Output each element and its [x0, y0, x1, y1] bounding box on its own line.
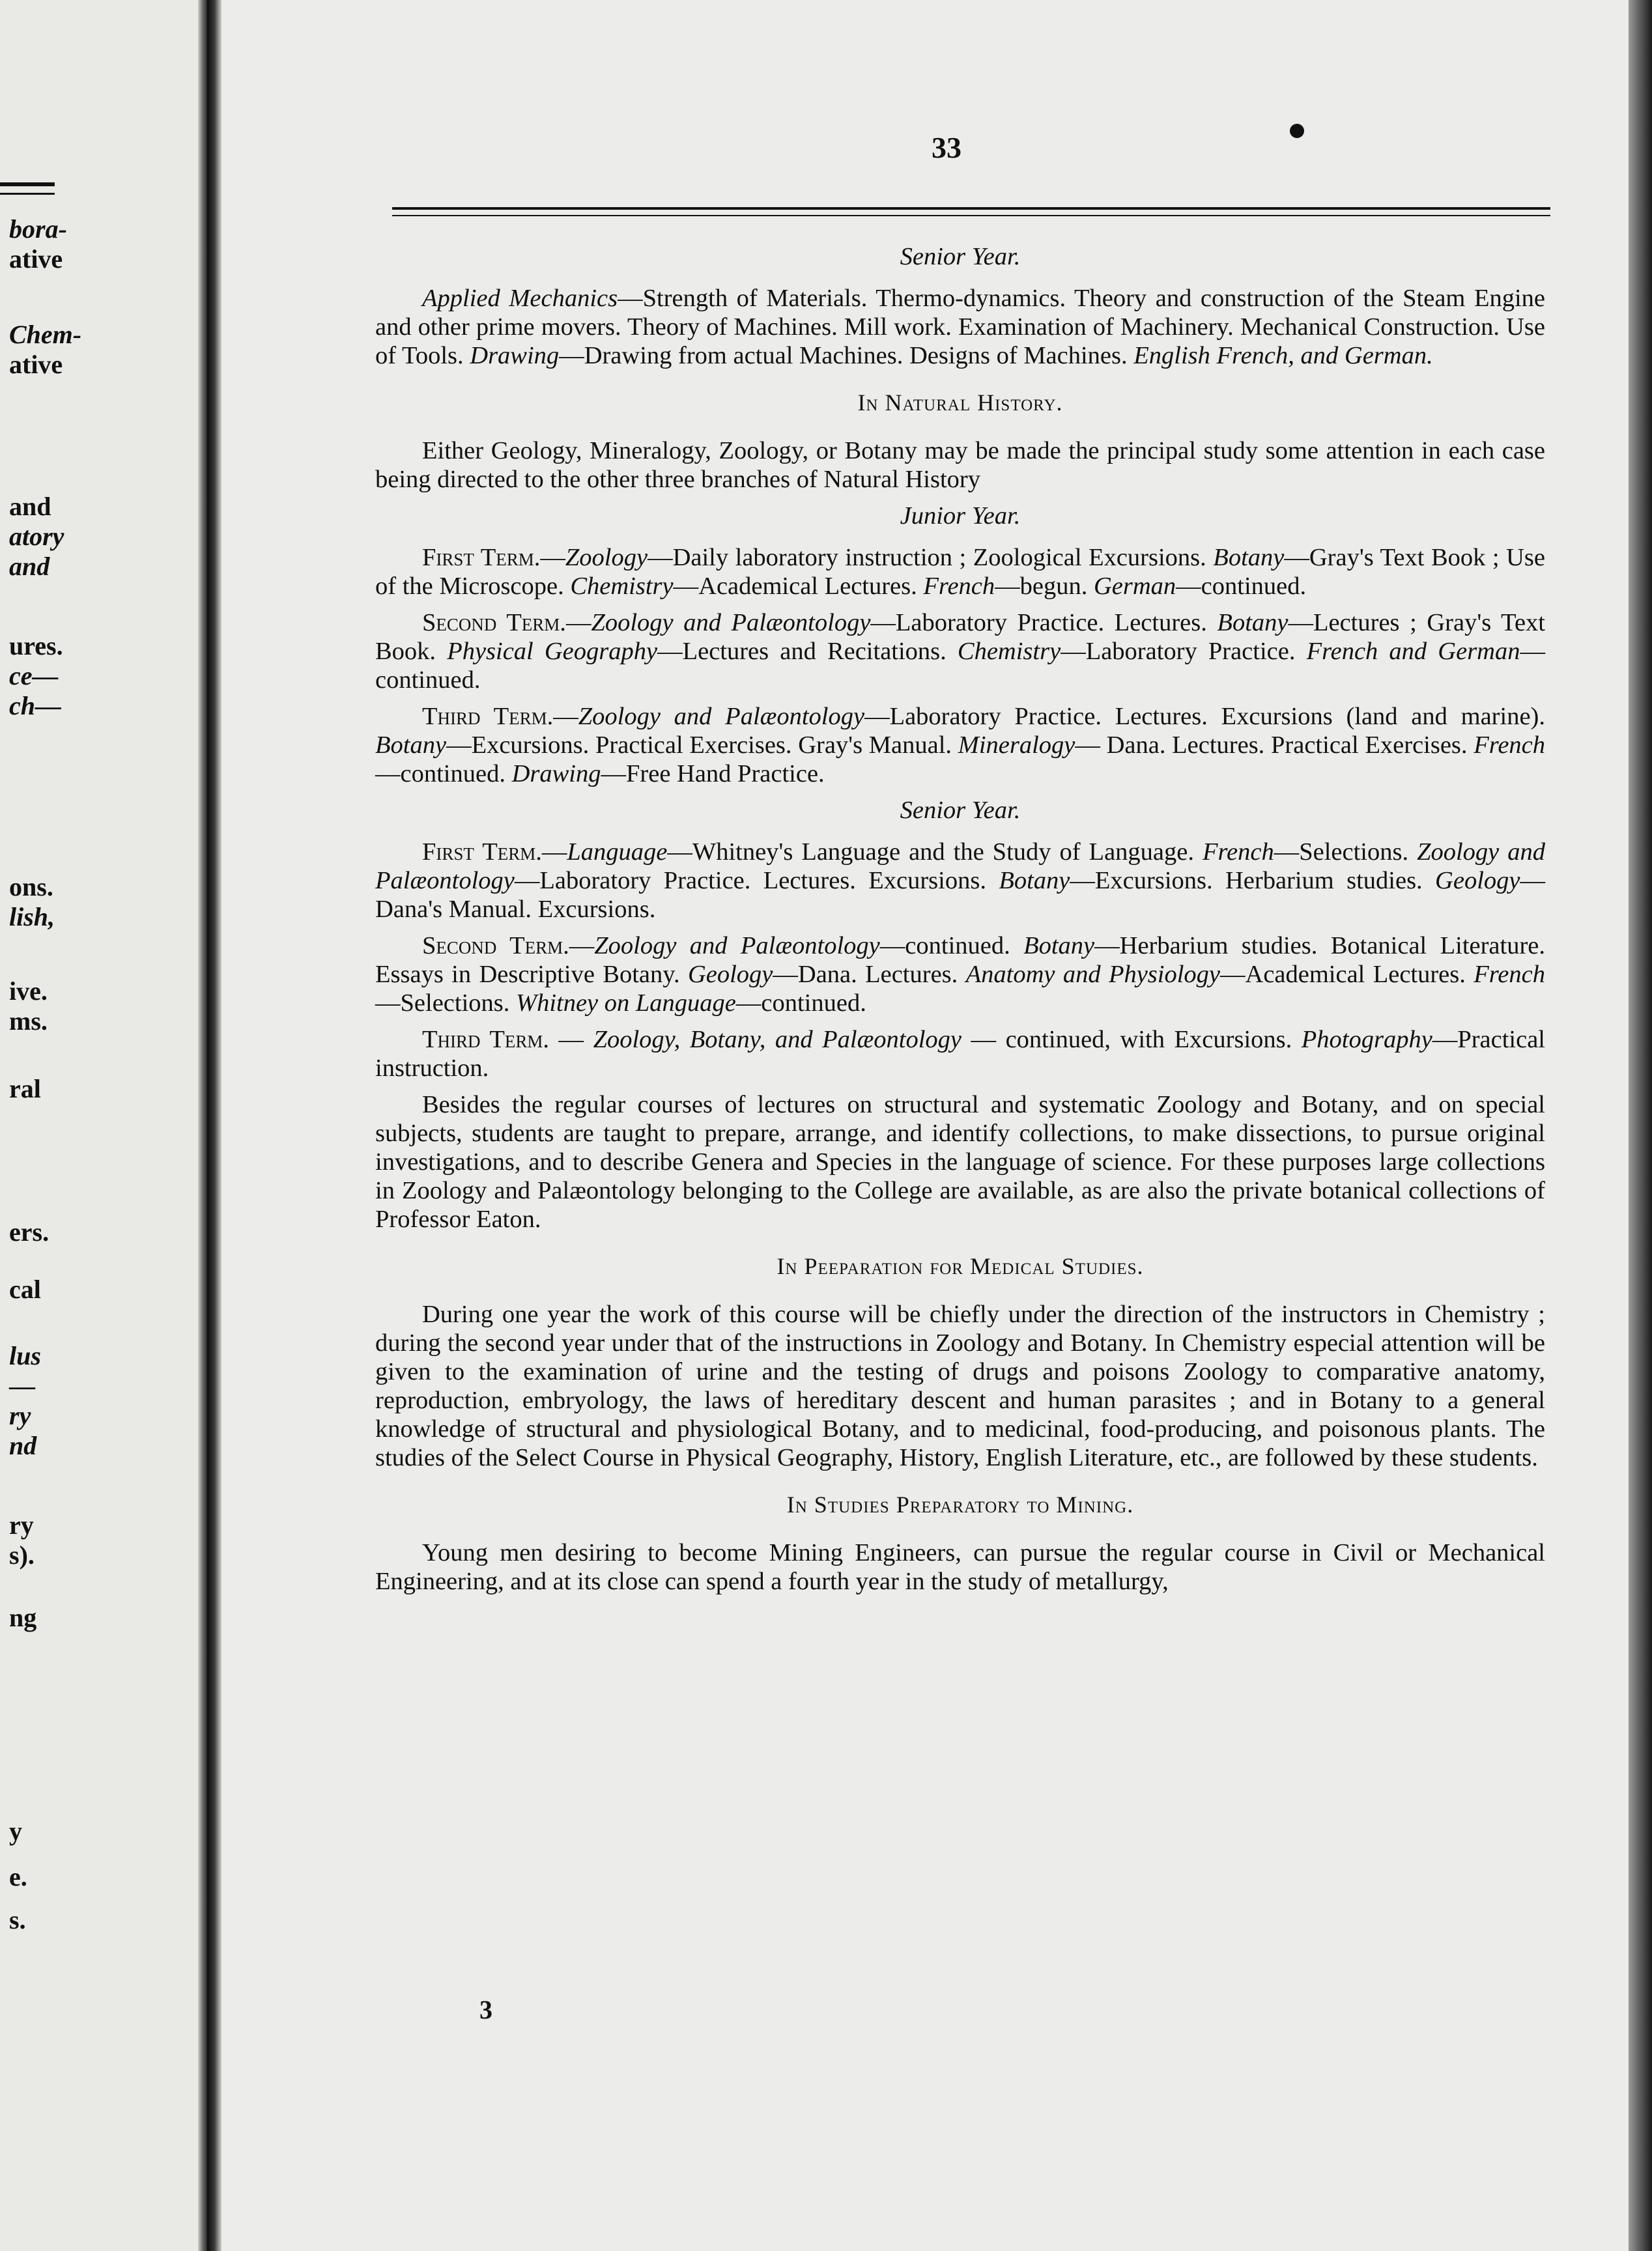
book-page [221, 0, 1629, 2251]
paragraph: Young men desiring to become Mining Engineers, can pursue the regular course in Civil or Mechanical Engineering, and at its close can spend a fourth year in the study of metallurgy, [375, 1539, 1545, 1595]
text: — [569, 932, 595, 959]
text: —Laboratory Practice. Lectures. Excursions. [514, 867, 999, 894]
text: — [553, 703, 578, 730]
text-fragment: nd [9, 1431, 37, 1460]
text-fragment: and [9, 552, 50, 581]
paragraph: Besides the regular courses of lectures on structural and systematic Zoology and Botany, and on special subjects, students are taught to prepare, arrange, and identify collections, to make dissections, to pursue original investigations, and to describe Genera and Species in the language of science. For these purposes large collections in Zoology and Palæontology belonging to the College are available, as are also the private botanical collections of Professor Eaton. [375, 1091, 1545, 1233]
subject: Anatomy and Physiology [965, 961, 1221, 988]
text-fragment: ons. [9, 872, 53, 901]
text-fragment: ry [9, 1401, 31, 1430]
term-name: Third Term. [422, 703, 554, 730]
text-fragment: ive. [9, 976, 48, 1006]
text: — continued, with Excursions. [961, 1026, 1302, 1053]
previous-page-edge [0, 0, 207, 2251]
subject: Botany [1213, 544, 1285, 571]
text: —Selections. [375, 989, 516, 1017]
page-number: 33 [932, 131, 961, 164]
subject: Zoology and Palæontology [594, 932, 880, 959]
text-fragment: bora- [9, 214, 67, 244]
text-fragment: cal [9, 1275, 41, 1304]
text-fragment: and [9, 492, 51, 521]
text-fragment: Chem- [9, 320, 82, 349]
paragraph [375, 284, 1545, 370]
subject: Geology [687, 961, 773, 988]
text: —Free Hand Practice. [601, 760, 825, 787]
text: —Academical Lectures. [673, 573, 924, 600]
text: —continued. [375, 638, 1545, 694]
text: —Laboratory Practice. [1061, 638, 1307, 665]
subject: Mineralogy [958, 731, 1075, 759]
term-paragraph [375, 543, 1545, 601]
text-fragment: s). [9, 1540, 35, 1570]
paragraph: During one year the work of this course will be chiefly under the direction of the instructors in Chemistry ; during the second year under that of the instructions in Zoology and Botany. In Chemistry especial attention will be given to the examination of urine and the testing of drugs and poisons Zoology to comparative anatomy, reproduction, embryology, the laws of hereditary descent and human parasites ; and in Botany to a general knowledge of structural and physiological Botany, and to medicinal, food-producing, and poisonous plants. The studies of the Select Course in Physical Geography, History, English Literature, etc., are followed by these students. [375, 1301, 1545, 1471]
text: —Excursions. Practical Exercises. Gray's Manual. [446, 731, 958, 759]
subject: French [923, 573, 995, 600]
header-rule [392, 215, 1550, 216]
text-fragment: ng [9, 1603, 37, 1632]
text: — [549, 1026, 593, 1053]
subject: French and German [1306, 638, 1520, 665]
subject: Physical Geography [447, 638, 658, 665]
text-fragment: ative [9, 244, 63, 274]
section-heading: In Peeparation for Medical Studies. [776, 1253, 1144, 1279]
text: —Selections. [1274, 838, 1417, 866]
text-fragment: ce— [9, 661, 59, 690]
subject: Zoology, Botany, and Palæontology [593, 1026, 962, 1053]
text: —continued. [375, 760, 512, 787]
text-fragment: ers. [9, 1217, 50, 1247]
subject: Botany [375, 731, 447, 759]
text-fragment: lus [9, 1341, 41, 1370]
term-paragraph [375, 1025, 1545, 1083]
term-name: Second Term. [422, 932, 569, 959]
text: —Daily laboratory instruction ; Zoological Excursions. [648, 544, 1214, 571]
section-subtitle: Senior Year. [900, 797, 1021, 824]
subject: Applied Mechanics [422, 285, 618, 312]
subject: Drawing [470, 342, 560, 369]
book-gutter [207, 0, 221, 2251]
subject: Chemistry [957, 638, 1061, 665]
text-fragment: ative [9, 350, 63, 379]
subject: Whitney on Language [516, 989, 736, 1017]
text: —Excursions. Herbarium studies. [1070, 867, 1436, 894]
text-fragment: e. [9, 1862, 27, 1891]
text: —continued. [879, 932, 1024, 959]
subject: Botany [999, 867, 1070, 894]
signature-mark: 3 [479, 1995, 492, 2024]
term-paragraph [375, 608, 1545, 694]
ink-blot [1290, 124, 1304, 138]
text: —Lectures and Recitations. [657, 638, 958, 665]
subject: Geology [1435, 867, 1520, 894]
text: —Dana. Lectures. [773, 961, 966, 988]
text-fragment: ms. [9, 1006, 48, 1036]
subject: Zoology and Palæontology [375, 838, 1545, 894]
paragraph: Either Geology, Mineralogy, Zoology, or Botany may be made the principal study some attention in each case being directed to the other three branches of Natural History [375, 437, 1545, 493]
section-heading: In Natural History. [857, 389, 1063, 416]
text: — Dana. Lectures. Practical Exercises. [1075, 731, 1474, 759]
text: —Laboratory Practice. Lectures. Excursions (land and marine). [864, 703, 1545, 730]
term-name: Second Term. [422, 609, 566, 636]
subject: Zoology and Palæontology [591, 609, 871, 636]
term-name: Third Term. [422, 1026, 549, 1053]
text: —begun. [995, 573, 1094, 600]
page-edge-shadow [1629, 0, 1652, 2251]
text: —continued. [1176, 573, 1307, 600]
text: —Laboratory Practice. Lectures. [870, 609, 1218, 636]
text-fragment: s. [9, 1905, 26, 1934]
page-content [375, 242, 1545, 1604]
term-paragraph [375, 931, 1545, 1017]
text: —Strength of Materials. Thermo-dynamics. Theory and construction of the Steam Engine and other prime movers. Theory of Machines. Mill work. Examination of Machinery. Mechanical Construction. Use of Tools. [375, 285, 1545, 369]
term-paragraph [375, 838, 1545, 924]
subject: Photography [1301, 1026, 1432, 1053]
divider [0, 193, 55, 195]
subject: French [1202, 838, 1274, 866]
text: —Herbarium studies. Botanical Literature. Essays in Descriptive Botany. [375, 932, 1545, 988]
subject: Language [567, 838, 668, 866]
term-name: First Term. [422, 544, 541, 571]
subject: Chemistry [570, 573, 674, 600]
text-fragment: ral [9, 1074, 41, 1103]
page-edge-shadow [198, 0, 207, 2251]
text: — [565, 609, 591, 636]
subject: Botany [1217, 609, 1289, 636]
text: —Academical Lectures. [1220, 961, 1474, 988]
subject: Drawing [511, 760, 601, 787]
section-subtitle: Senior Year. [900, 243, 1021, 270]
subject: Zoology [565, 544, 648, 571]
subject: French [1474, 961, 1545, 988]
text: —Whitney's Language and the Study of Language. [667, 838, 1203, 866]
text-fragment: — [9, 1371, 35, 1400]
header-rule [392, 207, 1550, 210]
text-fragment: ry [9, 1510, 34, 1540]
text-fragment: lish, [9, 902, 55, 931]
term-paragraph [375, 702, 1545, 788]
subject: Zoology and Palæontology [578, 703, 865, 730]
text-fragment: ch— [9, 691, 61, 720]
text: —Dana's Manual. Excursions. [375, 867, 1545, 923]
divider [0, 182, 55, 186]
subject: German [1093, 573, 1176, 600]
text-fragment: atory [9, 522, 64, 551]
subject: Botany [1023, 932, 1095, 959]
text: —Lectures ; Gray's Text Book. [375, 609, 1545, 665]
text: —continued. [735, 989, 866, 1017]
section-heading: In Studies Preparatory to Mining. [786, 1492, 1134, 1518]
text: —Practical instruction. [375, 1026, 1546, 1082]
text: — [541, 838, 567, 866]
term-name: First Term. [422, 838, 542, 866]
text-fragment: y [9, 1817, 22, 1846]
text: —Gray's Text Book ; Use of the Microscope. [375, 544, 1545, 600]
text: —Drawing from actual Machines. Designs of Machines. [559, 342, 1134, 369]
text: — [540, 544, 565, 571]
subject: French [1474, 731, 1545, 759]
section-subtitle: Junior Year. [900, 502, 1021, 530]
text-fragment: ures. [9, 631, 63, 660]
subject: English French, and German. [1133, 342, 1433, 369]
